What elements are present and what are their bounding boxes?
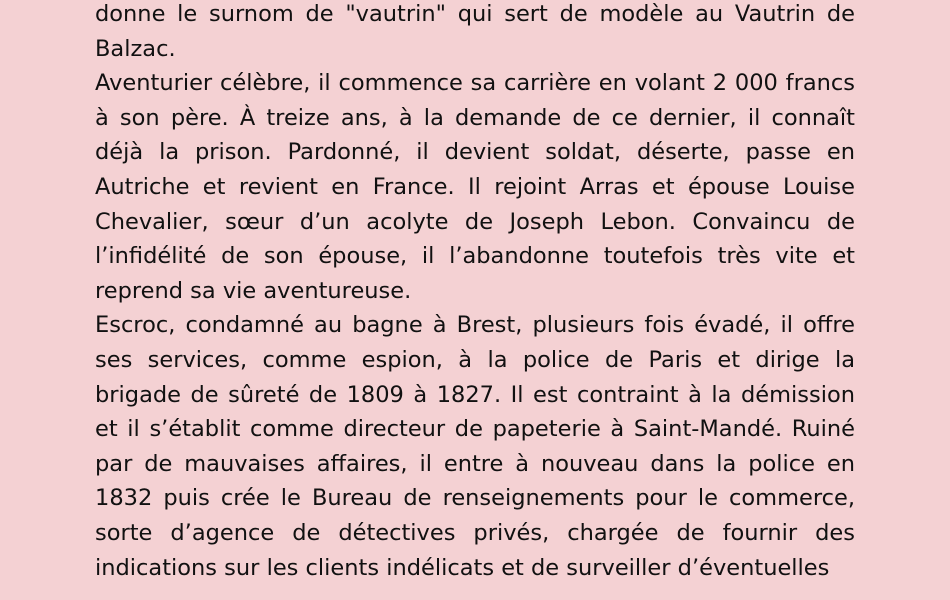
paragraph-escroc: Escroc, condamné au bagne à Brest, plusieurs fois évadé, il offre ses services, comme espion, à la police de Paris et dirige la brigade de sûreté de 1809 à 1827. Il est contraint à la démission et il s’établit comme directeur de papeterie à Saint-Mandé. Ruiné par de mauvaises affaires, il entre à nouveau dans la police en 1832 puis crée le Bureau de renseignements pour le commerce, sorte d’agence de détectives privés, chargée de fournir des indications sur les clients indélicats et de surveiller d’éventuelles (95, 312, 855, 581)
paragraph-aventurier: Aventurier célèbre, il commence sa carrière en volant 2 000 francs à son père. À treize ans, à la demande de ce dernier, il connaît déjà la prison. Pardonné, il devient soldat, déserte, passe en Autriche et revient en France. Il rejoint Arras et épouse Louise Chevalier, sœur d’un acolyte de Joseph Lebon. Convaincu de l’infidélité de son épouse, il l’abandonne toutefois très vite et reprend sa vie aventureuse. (95, 70, 855, 304)
body-text (95, 0, 855, 585)
paragraph-vautrin-surname: donne le surnom de "vautrin" qui sert de modèle au Vautrin de Balzac. (95, 1, 855, 62)
